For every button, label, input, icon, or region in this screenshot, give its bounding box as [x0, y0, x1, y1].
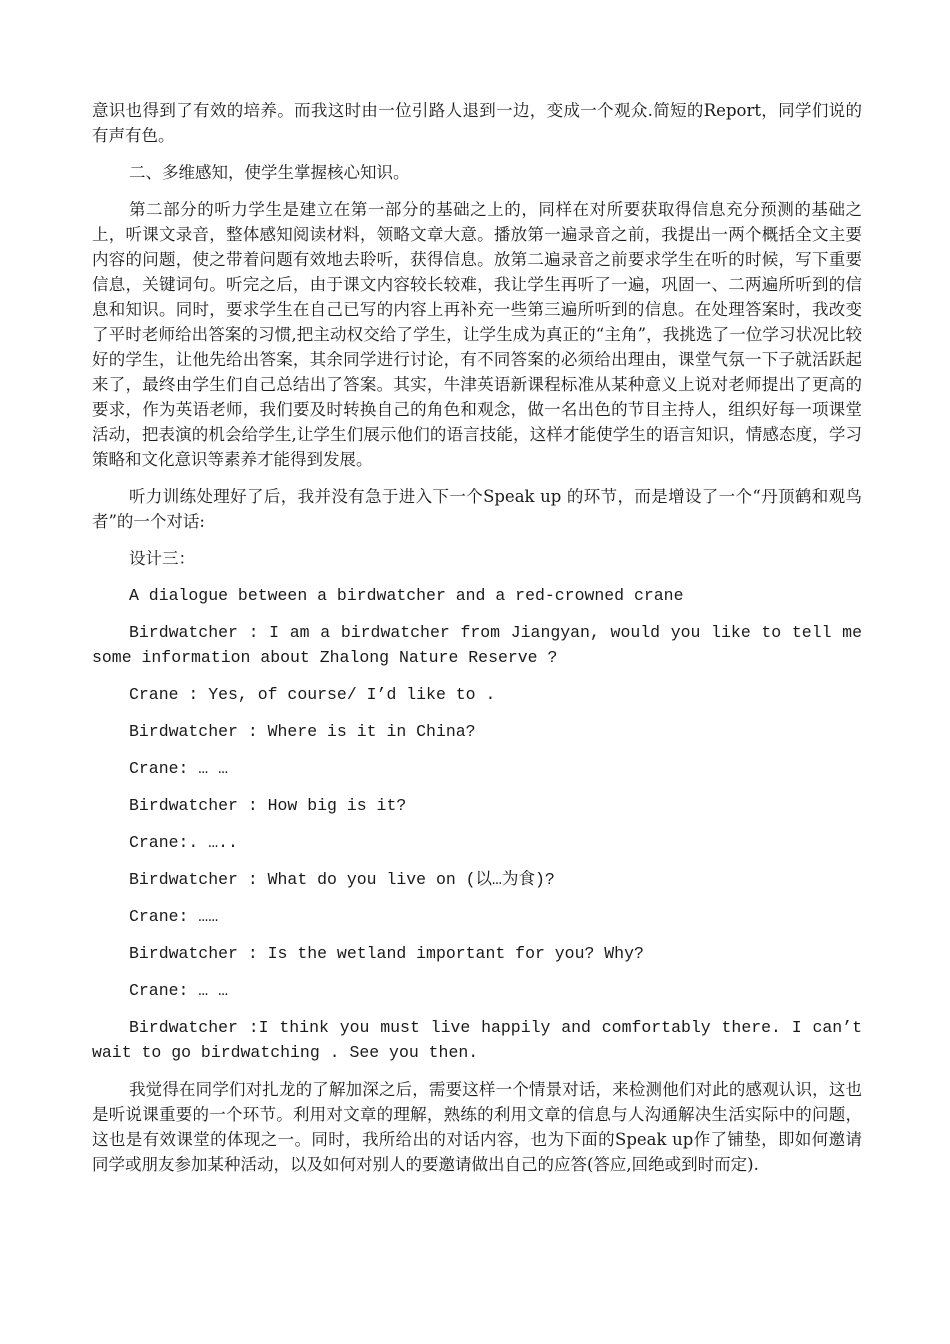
body-paragraph: 设计三：	[129, 549, 195, 568]
dialogue-line: Birdwatcher : What do you live on (以…为食)?	[129, 870, 555, 889]
dialogue-line: Crane: … …	[129, 981, 229, 1000]
dialogue-line: Birdwatcher : How big is it?	[129, 796, 407, 815]
dialogue-line: Crane: … …	[129, 759, 229, 778]
dialogue-line: Birdwatcher : Is the wetland important for you? Why?	[129, 944, 644, 963]
document-page	[92, 98, 862, 1189]
dialogue-line: Crane:. …..	[129, 833, 238, 852]
dialogue-line: Birdwatcher :I think you must live happily and comfortably there. I can’t wait to go birdwatching . See you then.	[92, 1018, 862, 1062]
body-paragraph: 意识也得到了有效的培养。而我这时由一位引路人退到一边，变成一个观众.简短的Report，同学们说的有声有色。	[92, 101, 862, 145]
dialogue-line: A dialogue between a birdwatcher and a red-crowned crane	[129, 586, 684, 605]
dialogue-line: Birdwatcher : I am a birdwatcher from Jiangyan, would you like to tell me some information about Zhalong Nature Reserve ?	[92, 623, 862, 667]
body-paragraph: 第二部分的听力学生是建立在第一部分的基础之上的，同样在对所要获取得信息充分预测的基础之上，听课文录音，整体感知阅读材料，领略文章大意。播放第一遍录音之前，我提出一两个概括全文主要内容的问题，使之带着问题有效地去聆听，获得信息。放第二遍录音之前要求学生在听的时候，写下重要信息，关键词句。听完之后，由于课文内容较长较难，我让学生再听了一遍，巩固一、二两遍所听到的信息和知识。同时，要求学生在自己已写的内容上再补充一些第三遍所听到的信息。在处理答案时，我改变了平时老师给出答案的习惯,把主动权交给了学生，让学生成为真正的“主角”，我挑选了一位学习状况比较好的学生，让他先给出答案，其余同学进行讨论，有不同答案的必须给出理由，课堂气氛一下子就活跃起来了，最终由学生们自己总结出了答案。其实，牛津英语新课程标准从某种意义上说对老师提出了更高的要求，作为英语老师，我们要及时转换自己的角色和观念，做一名出色的节目主持人，组织好每一项课堂活动，把表演的机会给学生,让学生们展示他们的语言技能，这样才能使学生的语言知识，情感态度，学习策略和文化意识等素养才能得到发展。	[92, 200, 862, 469]
body-paragraph: 听力训练处理好了后，我并没有急于进入下一个Speak up 的环节，而是增设了一个“丹顶鹤和观鸟者”的一个对话:	[92, 487, 862, 531]
dialogue-line: Crane : Yes, of course/ I’d like to .	[129, 685, 496, 704]
dialogue-line: Crane: ……	[129, 907, 219, 926]
body-paragraph: 我觉得在同学们对扎龙的了解加深之后，需要这样一个情景对话，来检测他们对此的感观认识，这也是听说课重要的一个环节。利用对文章的理解，熟练的利用文章的信息与人沟通解决生活实际中的问题，这也是有效课堂的体现之一。同时，我所给出的对话内容，也为下面的Speak up作了铺垫，即如何邀请同学或朋友参加某种活动，以及如何对别人的要邀请做出自己的应答(答应,回绝或到时而定).	[92, 1080, 862, 1174]
body-paragraph: 二、多维感知，使学生掌握核心知识。	[129, 163, 410, 182]
dialogue-line: Birdwatcher : Where is it in China?	[129, 722, 476, 741]
